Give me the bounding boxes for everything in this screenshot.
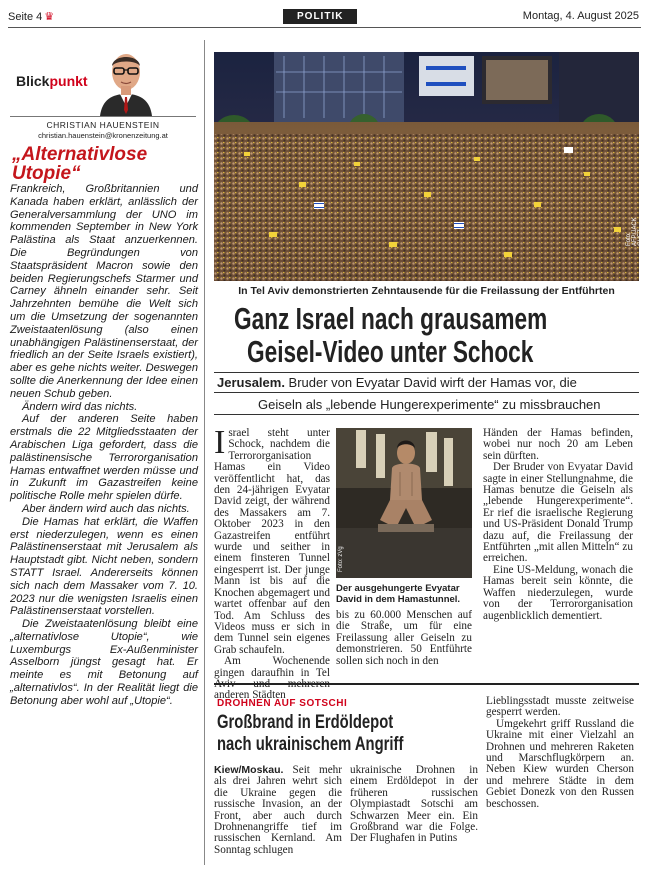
header-divider <box>8 27 641 28</box>
headline: Ganz Israel nach grausamem <box>234 301 548 336</box>
article-column: ukrainische Drohnen in einem Erdöldepot in der früheren russischen Olympiastadt Sotschi am Schwarzen Meer ein. Ein Großbrand war die Folge. Der Flughafen in Putins <box>350 764 478 845</box>
opinion-paragraph: Die Zweistaatenlösung bleibt eine „alternativlose Utopie“, wie Luxemburgs Ex-Außenminister Asselborn jüngst gesagt hat. Er meinte es mit Betonung auf „alternativlos“. In der Realität liegt die Betonung aber wohl auf „Utopie“. <box>10 618 198 707</box>
opinion-paragraph: Ändern wird das nichts. <box>22 400 138 413</box>
story-divider <box>214 683 639 685</box>
subhead-rule <box>214 414 639 415</box>
photo-credit: Foto: zVg <box>338 546 344 572</box>
opinion-title: „Alternativlose Utopie“ <box>12 144 148 184</box>
subhead-rule <box>214 372 639 373</box>
subheadline: Jerusalem. Bruder von Evyatar David wirft der Hamas vor, die <box>217 375 577 390</box>
article-column: Israel steht unter Schock, nachdem die Terrororganisation Hamas ein Video veröffentlicht hat, das den 24-jährigen Evyatar David zeigt, der während des Massakers am 7. Oktober 2023 in den Gazastreifen entführt wurde und seither in einem finsteren Tunnel eingesperrt ist. Der junge Mann ist bis auf die Knochen abgemagert und wartet offenbar auf den Tod. Am Schluss des Videos muss er sich in dem Tunnel sein eigenes Grab schaufeln. Am Wochenende gingen daraufhin in Tel anderen Städten <box>214 424 330 702</box>
drop-cap: I <box>214 424 226 461</box>
headline: Geisel-Video unter Schock <box>247 334 534 369</box>
author-divider <box>10 116 196 117</box>
blickpunkt-logo: Blickpunkt <box>16 73 88 89</box>
kicker: DROHNEN AUF SOTSCHI <box>217 698 348 709</box>
article-column: Händen der Hamas befinden, wobei nur noch 20 am Leben sein dürften. Der Bruder von Evyatar David sagte in einer Stellungnahme, die Hamas benutze die Geiseln als „lebende Hungerexperimente“. Er rief die israelische Regierung und US-Präsident Donald Trump dazu auf, die Freilassung der Entführten „mit allen Mitteln“ zu erreichen. Eine US-Meldung, wonach die Hamas bereit sein könnte, die Waffen niederzulegen, wurde von der Terrororganisation augenblicklich dementiert. <box>483 427 633 622</box>
hero-caption: In Tel Aviv demonstrierten Zehntausende für die Freilassung der Entführten <box>238 285 615 297</box>
article-column: Lieblingsstadt musste zeitweise gesperrt werden. Umgekehrt griff Russland die Ukraine mit einer Vielzahl an Drohnen und mehreren Raketen und Marschflugkörpern an. Neben Kiew wurden Cherson und mehrere Städte in dem Gebiet Donezk von den Russen beschossen. <box>486 695 634 810</box>
subheadline: Geiseln als „lebende Hungerexperimente“ zu missbrauchen <box>258 397 601 412</box>
column-divider <box>204 40 205 865</box>
opinion-paragraph: Die Hamas hat erklärt, die Waffen erst niederzulegen, wenn es einen Palästinenserstaat mit Jerusalem als Hauptstadt gibt. Nicht neben, sondern STATT Israel. Andererseits können sich nach dem Massaker vom 7. 10. 2023 nur die wenigsten Israelis einen Palästinenserstaat vorstellen. <box>10 515 198 618</box>
section-label: POLITIK <box>283 9 357 24</box>
hero-photo <box>214 52 639 281</box>
opinion-paragraph: Frankreich, Großbritannien und Kanada haben erklärt, anlässlich der Generalversammlung der UNO im kommenden September in New York Palästina als Staat anzuerkennen. Die Begründungen von Staatspräsident Macron sowie den beiden Regierungschefs Starmer und Carney ähneln einander sehr. Seit Jahrzehnten bemühe die Welt sich um die Umsetzung der sogenannten Zweistaatenlösung (also einen unabhängigen Palästinenserstaat, der friedlich an der Seite Israels existiert), aber es gehe nichts weiter. Deswegen sollte die Anerkennung der Idee einen neuen Schub geben. <box>10 183 198 400</box>
author-portrait <box>96 44 156 116</box>
author-name: CHRISTIAN HAUENSTEIN <box>46 120 160 130</box>
author-email: christian.hauenstein@kronenzeitung.at <box>38 131 168 140</box>
page-number: Seite 4 ♛ <box>8 11 55 23</box>
crown-icon: ♛ <box>44 11 55 23</box>
article-column: bis zu 60.000 Menschen auf die Straße, um für eine Freilassung aller Geiseln zu demonstrieren. 50 Entführte sollen sich noch in den <box>336 609 472 667</box>
photo-caption: Der ausgehungerte Evyatar David in dem Hamastunnel. <box>336 583 461 605</box>
headline: Großbrand in Erdöldepot <box>217 712 394 733</box>
photo-credit: Foto: AFP/JACK GUEZ <box>626 217 644 246</box>
issue-date: Montag, 4. August 2025 <box>522 10 639 22</box>
opinion-paragraph: Auf der anderen Seite haben erstmals die 22 Mitgliedsstaaten der Arabischen Liga gefordert, dass die palästinensische Terrororganisation Hamas entwaffnet werden müsse und in Zukunft im Gazastreifen keine politische Rolle mehr spielen dürfe. <box>10 413 198 503</box>
headline: nach ukrainischem Angriff <box>217 734 404 755</box>
opinion-paragraph: Aber ändern wird auch das nichts. <box>22 502 190 515</box>
article-column: Kiew/Moskau. Seit mehr als drei Jahren wehrt sich die Ukraine gegen die russische Invasion, an der Front, aber auch durch Drohnenangriffe tief im russischen Kernland. Am Sonntag schlugen <box>214 764 342 856</box>
subhead-rule <box>214 392 639 393</box>
hostage-photo <box>336 428 472 578</box>
opinion-body <box>10 183 198 708</box>
